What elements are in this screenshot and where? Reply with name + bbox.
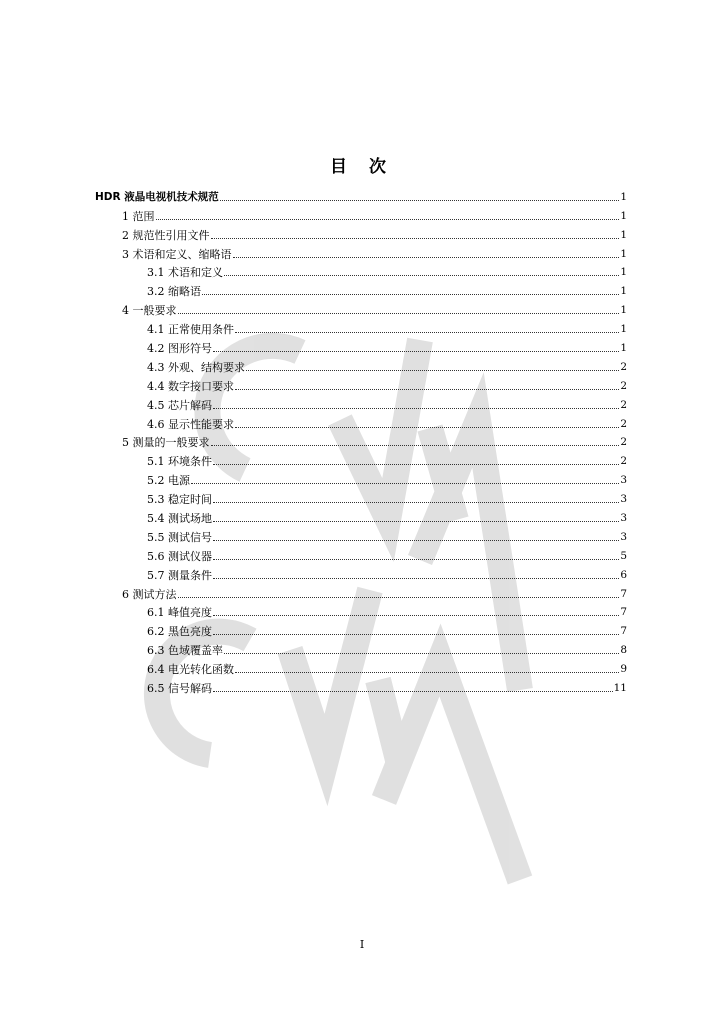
toc-dot-leader (213, 578, 619, 579)
toc-entry-page: 2 (620, 436, 627, 449)
toc-entry-page: 1 (620, 285, 627, 298)
toc-entry-title: 5.2 电源 (147, 474, 190, 488)
toc-dot-leader (224, 653, 619, 654)
toc-dot-leader (213, 464, 619, 465)
toc-dot-leader (202, 294, 619, 295)
toc-dot-leader (235, 389, 619, 390)
toc-dot-leader (213, 559, 619, 560)
toc-entry-page: 3 (620, 493, 627, 506)
toc-dot-leader (211, 238, 620, 239)
toc-entry-title: 6 测试方法 (122, 587, 177, 601)
toc-entry[interactable] (95, 487, 627, 506)
toc-entry-title: 4.5 芯片解码 (147, 398, 212, 412)
toc-entry-title: 5.5 测试信号 (147, 530, 212, 544)
toc-entry-title: 3.2 缩略语 (147, 285, 201, 299)
toc-dot-leader (213, 691, 613, 692)
toc-entry-page: 9 (620, 663, 627, 676)
toc-dot-leader (220, 200, 620, 201)
toc-entry-page: 1 (620, 266, 627, 279)
toc-entry-title: 4.6 显示性能要求 (147, 417, 234, 431)
toc-entry[interactable] (95, 657, 627, 676)
toc-entry-title: 2 规范性引用文件 (122, 228, 210, 242)
toc-entry-page: 2 (620, 379, 627, 392)
toc-entry-title: 4 一般要求 (122, 304, 177, 318)
toc-entry-title: 6.4 电光转化函数 (147, 663, 234, 677)
toc-dot-leader (191, 483, 619, 484)
toc-entry-title: HDR 液晶电视机技术规范 (95, 190, 219, 203)
toc-entry-page: 8 (620, 644, 627, 657)
toc-dot-leader (178, 313, 620, 314)
toc-entry-title: 5.4 测试场地 (147, 512, 212, 526)
toc-entry[interactable] (95, 204, 627, 223)
toc-entry-title: 5 测量的一般要求 (122, 436, 210, 450)
toc-entry-page: 3 (620, 474, 627, 487)
toc-entry[interactable] (95, 582, 627, 601)
toc-entry[interactable] (95, 298, 627, 317)
toc-dot-leader (213, 408, 619, 409)
toc-entry[interactable] (95, 431, 627, 450)
toc-entry-page: 2 (620, 398, 627, 411)
toc-entry-title: 5.6 测试仪器 (147, 549, 212, 563)
toc-dot-leader (235, 332, 619, 333)
toc-entry-page: 2 (620, 417, 627, 430)
toc-entry-title: 6.1 峰值亮度 (147, 606, 212, 620)
toc-entry[interactable] (95, 506, 627, 525)
toc-entry-page: 3 (620, 530, 627, 543)
toc-entry-title: 4.3 外观、结构要求 (147, 360, 245, 374)
toc-entry-page: 2 (620, 455, 627, 468)
toc-entry-page: 1 (620, 323, 627, 336)
toc-entry[interactable] (95, 223, 627, 242)
toc-entry[interactable] (95, 676, 627, 695)
toc-entry-page: 11 (613, 682, 627, 695)
toc-entry-title: 6.2 黑色亮度 (147, 625, 212, 639)
toc-entry-page: 1 (620, 209, 627, 222)
toc-entry-page: 1 (620, 304, 627, 317)
toc-dot-leader (235, 427, 619, 428)
toc-entry[interactable] (95, 261, 627, 280)
toc-entry-page: 7 (620, 606, 627, 619)
toc-dot-leader (156, 219, 620, 220)
toc-dot-leader (235, 672, 619, 673)
toc-entry-title: 4.1 正常使用条件 (147, 323, 234, 337)
toc-entry[interactable] (95, 619, 627, 638)
toc-dot-leader (213, 351, 619, 352)
toc-dot-leader (246, 370, 619, 371)
toc-entry-title: 1 范围 (122, 209, 155, 223)
toc-entry[interactable] (95, 412, 627, 431)
toc-entry-title: 5.1 环境条件 (147, 455, 212, 469)
toc-dot-leader (178, 597, 620, 598)
toc-entry-page: 1 (620, 228, 627, 241)
toc-entry-title: 5.7 测量条件 (147, 568, 212, 582)
page-number: I (359, 938, 365, 951)
toc-entry-title: 4.2 图形符号 (147, 342, 212, 356)
toc-title: 目 次 (330, 157, 394, 177)
toc-entry-title: 6.5 信号解码 (147, 682, 212, 696)
toc-entry-page: 1 (620, 190, 627, 203)
toc-entry[interactable] (95, 317, 627, 336)
toc-entry-page: 3 (620, 512, 627, 525)
toc-dot-leader (213, 521, 619, 522)
toc-entry-page: 7 (620, 587, 627, 600)
toc-dot-leader (211, 445, 620, 446)
toc-entry-page: 1 (620, 247, 627, 260)
toc-dot-leader (233, 257, 620, 258)
toc-entry-page: 6 (620, 568, 627, 581)
toc-entry[interactable] (95, 185, 627, 204)
toc-entry[interactable] (95, 525, 627, 544)
toc-dot-leader (213, 502, 619, 503)
toc-entry[interactable] (95, 355, 627, 374)
toc-entry[interactable] (95, 279, 627, 298)
toc-entry-page: 1 (620, 342, 627, 355)
toc-entry[interactable] (95, 393, 627, 412)
toc-entry[interactable] (95, 601, 627, 620)
toc-dot-leader (213, 615, 619, 616)
toc-dot-leader (213, 540, 619, 541)
toc-entry-title: 5.3 稳定时间 (147, 493, 212, 507)
toc-entry-title: 3.1 术语和定义 (147, 266, 223, 280)
toc-entry[interactable] (95, 449, 627, 468)
toc-dot-leader (213, 634, 619, 635)
toc-entry-title: 4.4 数字接口要求 (147, 379, 234, 393)
toc-entry[interactable] (95, 242, 627, 261)
table-of-contents (95, 185, 627, 695)
toc-entry[interactable] (95, 468, 627, 487)
toc-entry-page: 2 (620, 360, 627, 373)
toc-entry[interactable] (95, 563, 627, 582)
toc-entry-title: 3 术语和定义、缩略语 (122, 247, 232, 261)
toc-entry-page: 7 (620, 625, 627, 638)
toc-entry[interactable] (95, 336, 627, 355)
toc-dot-leader (224, 275, 619, 276)
toc-entry[interactable] (95, 638, 627, 657)
toc-entry[interactable] (95, 374, 627, 393)
toc-entry-title: 6.3 色域覆盖率 (147, 644, 223, 658)
toc-entry-page: 5 (620, 549, 627, 562)
toc-entry[interactable] (95, 544, 627, 563)
